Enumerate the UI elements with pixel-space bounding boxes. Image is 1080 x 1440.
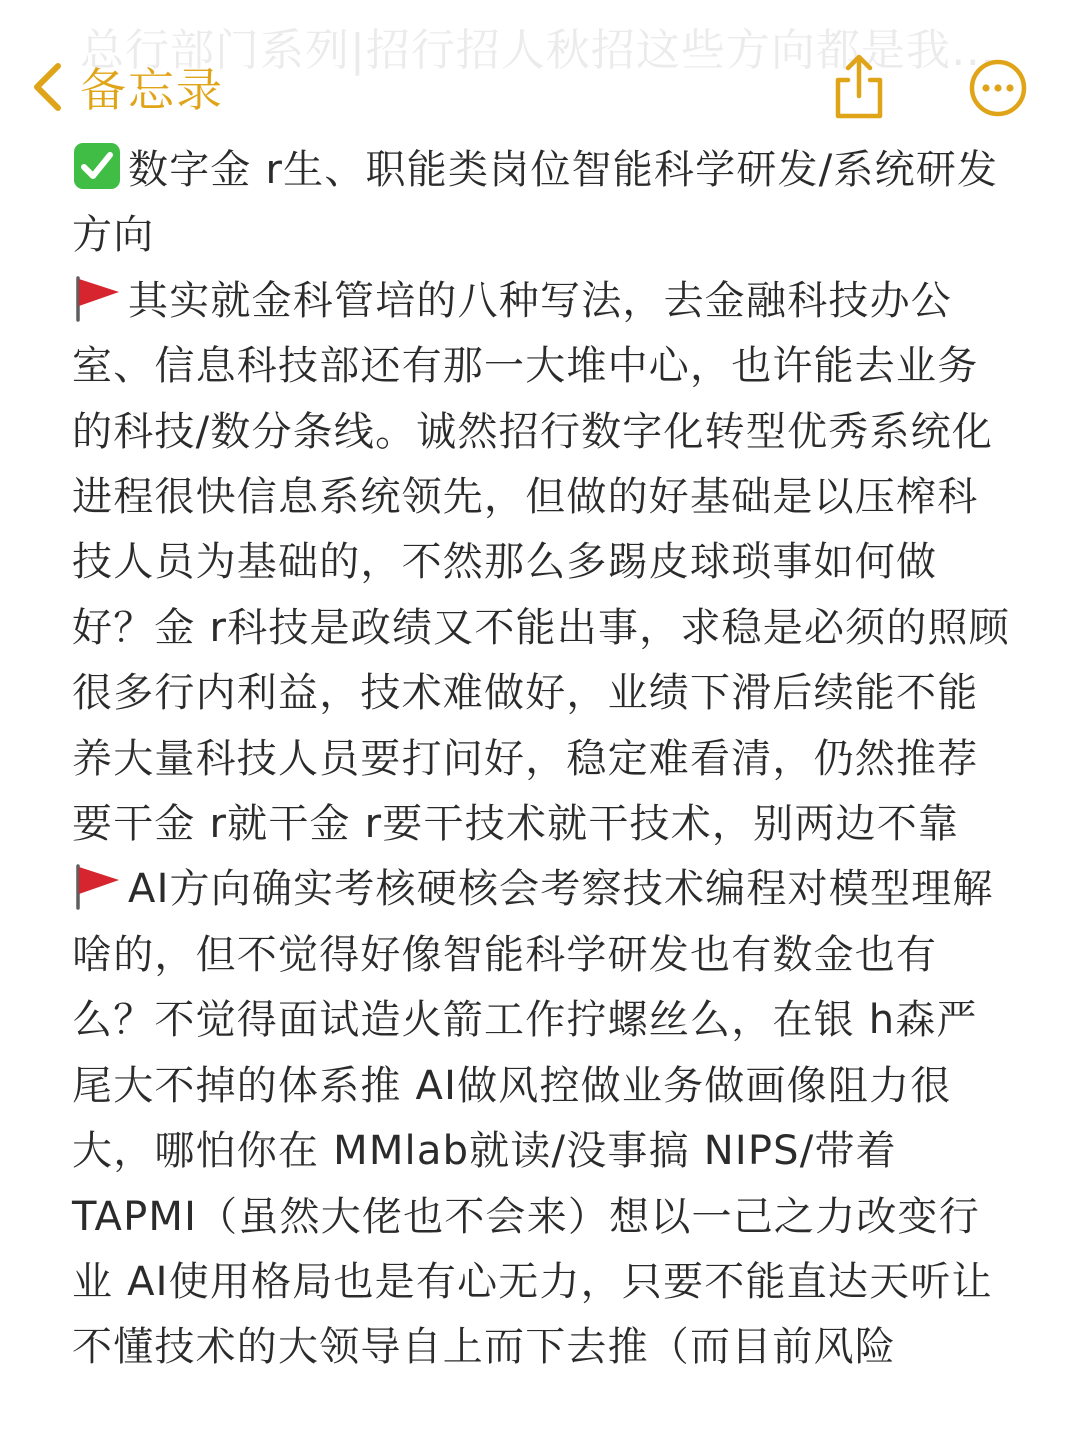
note-paragraph [72,857,1018,1380]
note-paragraph [72,269,1018,858]
back-label: 备忘录 [80,63,224,117]
note-paragraph-text: AI方向确实考核硬核会考察技术编程对模型理解啥的，但不觉得好像智能科学研发也有数金也有么？不觉得面试造火箭工作拧螺丝么，在银 h森严尾大不掉的体系推 AI做风控做业务做画像阻力很大，哪怕你在 MMlab就读/没事搞 NIPS/带着 TAPMI（虽然大佬也不会来）想以一己之力改变行业 AI使用格局也是有心无力，只要不能直达天听让不懂技术的大领导自上而下去推（而目前风险 [72,866,994,1371]
navigation-bar [0,0,1080,130]
red-flag-icon [72,860,122,910]
chevron-left-icon [30,56,76,118]
red-flag-icon [72,272,122,322]
note-body[interactable] [72,138,1018,1381]
back-button[interactable] [30,54,224,120]
check-mark-icon [72,141,122,191]
share-icon [826,107,892,126]
share-button[interactable] [826,52,892,122]
more-button[interactable] [966,56,1030,120]
note-paragraph-text: 数字金 r生、职能类岗位智能科学研发/系统研发方向 [72,147,999,259]
note-paragraph-text: 其实就金科管培的八种写法，去金融科技办公室、信息科技部还有那一大堆中心，也许能去业务的科技/数分条线。诚然招行数字化转型优秀系统化进程很快信息系统领先，但做的好基础是以压榨科技人员为基础的，不然那么多踢皮球琐事如何做好？金 r科技是政绩又不能出事，求稳是必须的照顾很多行内利益，技术难做好，业绩下滑后续能不能养大量科技人员要打问好，稳定难看清，仍然推荐要干金 r就干金 r要干技术就干技术，别两边不靠 [72,277,1010,848]
scrolled-note-title: 总行部门系列|招行招人秋招这些方向都是我… [80,25,996,76]
more-icon [966,105,1030,124]
note-paragraph [72,138,1018,269]
